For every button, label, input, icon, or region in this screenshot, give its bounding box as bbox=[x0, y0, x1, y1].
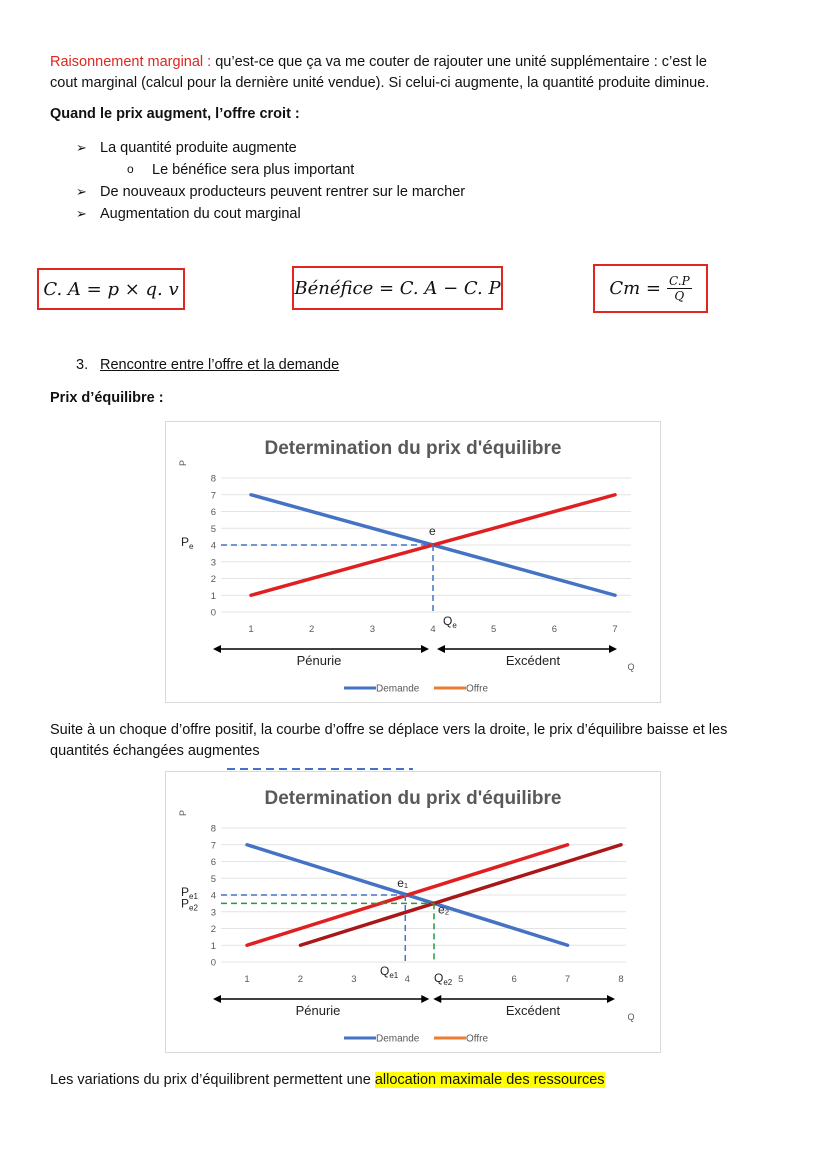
y-tick-label: 0 bbox=[210, 607, 216, 619]
y-tick-label: 7 bbox=[210, 490, 216, 502]
chart-equilibre-1 bbox=[165, 421, 661, 703]
x-tick-label: 4 bbox=[404, 974, 410, 985]
y-axis-label: P bbox=[178, 809, 188, 816]
equilibrium-1-point-label: e₁ bbox=[397, 876, 409, 890]
x-tick-label: 6 bbox=[551, 624, 557, 635]
penurie-arrow-head-right bbox=[421, 995, 429, 1003]
y-tick-label: 2 bbox=[210, 924, 216, 935]
y-tick-label: 6 bbox=[210, 507, 216, 518]
y-tick-label: 2 bbox=[210, 574, 216, 585]
formula-cm-lhs: Cm = bbox=[609, 278, 661, 299]
x-tick-label: 7 bbox=[564, 974, 571, 985]
excedent-label: Excédent bbox=[505, 653, 561, 668]
legend-label-demande: Demande bbox=[376, 1033, 420, 1045]
chart-title: Determination du prix d'équilibre bbox=[264, 438, 562, 459]
price-equilibrium-1-label: $P_{e1}$ bbox=[181, 885, 198, 901]
section-number: 3. bbox=[76, 357, 89, 373]
y-tick-label: 3 bbox=[210, 557, 216, 569]
x-tick-label: 7 bbox=[612, 624, 618, 635]
excedent-arrow-head-left bbox=[437, 645, 445, 653]
arrow-bullet-icon: ➢ bbox=[76, 140, 87, 155]
marginal-line1: qu’est-ce que ça va me couter de rajouter une unité supplémentaire : c’est le bbox=[211, 54, 707, 70]
x-tick-label: 5 bbox=[491, 624, 497, 635]
y-tick-label: 1 bbox=[210, 940, 216, 952]
x-axis-label: Q bbox=[627, 1012, 635, 1022]
y-tick-label: 3 bbox=[210, 907, 216, 919]
formula-chiffre-affaires bbox=[37, 268, 185, 310]
chart-title: Determination du prix d'équilibre bbox=[264, 788, 562, 809]
conclusion-highlight: allocation maximale des ressources bbox=[374, 1072, 605, 1088]
quantity-equilibrium-2-label: $Q_{e2}$ bbox=[434, 971, 453, 987]
x-tick-label: 5 bbox=[458, 974, 464, 985]
marginal-paragraph bbox=[50, 52, 790, 94]
quantity-equilibrium-label: $Q_e$ bbox=[443, 614, 457, 630]
y-tick-label: 8 bbox=[210, 823, 216, 835]
x-tick-label: 3 bbox=[351, 974, 357, 985]
y-tick-label: 5 bbox=[210, 523, 216, 535]
penurie-arrow-head-left bbox=[213, 645, 221, 653]
formula-cout-marginal bbox=[593, 264, 708, 313]
x-tick-label: 4 bbox=[430, 624, 436, 635]
conclusion bbox=[50, 1072, 605, 1088]
legend-label-offre: Offre bbox=[466, 1033, 489, 1045]
x-tick-label: 2 bbox=[297, 974, 304, 985]
offer-heading: Quand le prix augment, l’offre croit : bbox=[50, 106, 300, 122]
marginal-label: Raisonnement marginal : bbox=[50, 54, 212, 70]
equilibrium-heading: Prix d’équilibre : bbox=[50, 390, 164, 406]
penurie-arrow-head-right bbox=[421, 645, 429, 653]
marginal-line2: cout marginal (calcul pour la dernière unité vendue). Si celui-ci augmente, la quantité produite diminue. bbox=[50, 75, 710, 91]
y-tick-label: 4 bbox=[210, 540, 216, 552]
chart-note: Suite à un choque d’offre positif, la courbe d’offre se déplace vers la droite, le prix d’équilibre baisse et les quantités échangées augmentes bbox=[50, 722, 728, 759]
legend-label-demande: Demande bbox=[376, 683, 420, 695]
price-equilibrium-2-label: $P_{e2}$ bbox=[181, 896, 198, 913]
x-tick-label: 8 bbox=[618, 974, 624, 985]
y-tick-label: 8 bbox=[210, 473, 216, 485]
equilibrium-2-point-label: e₂ bbox=[438, 902, 450, 917]
conclusion-text: Les variations du prix d’équilibrent permettent une bbox=[50, 1072, 375, 1088]
y-tick-label: 4 bbox=[210, 890, 216, 902]
bullet-item: De nouveaux producteurs peuvent rentrer sur le marcher bbox=[100, 184, 466, 200]
x-tick-label: 6 bbox=[511, 974, 517, 985]
penurie-label: Pénurie bbox=[295, 1003, 341, 1018]
bullet-item: La quantité produite augmente bbox=[100, 140, 297, 156]
excedent-label: Excédent bbox=[505, 1003, 561, 1018]
x-tick-label: 1 bbox=[244, 974, 250, 985]
y-tick-label: 5 bbox=[210, 873, 216, 885]
excedent-arrow-head-right bbox=[609, 645, 617, 653]
formula-cm-denominator: Q bbox=[674, 289, 685, 303]
x-tick-label: 3 bbox=[369, 624, 375, 635]
bullet-item: Augmentation du cout marginal bbox=[100, 206, 301, 222]
chart-1-svg bbox=[166, 422, 660, 702]
equilibrium-point-label: e bbox=[429, 524, 436, 538]
chart-equilibre-2 bbox=[165, 771, 661, 1053]
x-tick-label: 2 bbox=[309, 624, 315, 635]
circle-bullet-icon: o bbox=[127, 162, 134, 176]
formula-cm-numerator: C.P bbox=[669, 274, 690, 288]
formula-ca-text: C. A = p × q. v bbox=[43, 278, 179, 300]
y-axis-label: P bbox=[178, 459, 188, 466]
formula-benefice-text: Bénéfice = C. A − C. P bbox=[294, 277, 501, 299]
y-tick-label: 7 bbox=[210, 840, 216, 852]
arrow-bullet-icon: ➢ bbox=[76, 206, 87, 221]
section-title: Rencontre entre l’offre et la demande bbox=[100, 357, 340, 373]
y-tick-label: 1 bbox=[210, 590, 216, 602]
quantity-equilibrium-1-label: $Q_{e1}$ bbox=[380, 964, 399, 980]
formula-benefice bbox=[292, 266, 503, 310]
x-axis-label: Q bbox=[627, 662, 635, 672]
penurie-label: Pénurie bbox=[296, 653, 342, 668]
y-tick-label: 6 bbox=[210, 857, 216, 868]
penurie-arrow-head-left bbox=[213, 995, 221, 1003]
y-tick-label: 0 bbox=[210, 957, 216, 969]
price-equilibrium-label: $P_e$ bbox=[181, 535, 194, 551]
arrow-bullet-icon: ➢ bbox=[76, 184, 87, 199]
excedent-arrow-head-right bbox=[607, 995, 615, 1003]
x-tick-label: 1 bbox=[248, 624, 254, 635]
excedent-arrow-head-left bbox=[433, 995, 441, 1003]
legend-label-offre: Offre bbox=[466, 683, 489, 695]
bullet-subitem: Le bénéfice sera plus important bbox=[152, 162, 355, 178]
chart-2-svg bbox=[166, 772, 660, 1052]
formula-cm-fraction bbox=[667, 274, 692, 303]
